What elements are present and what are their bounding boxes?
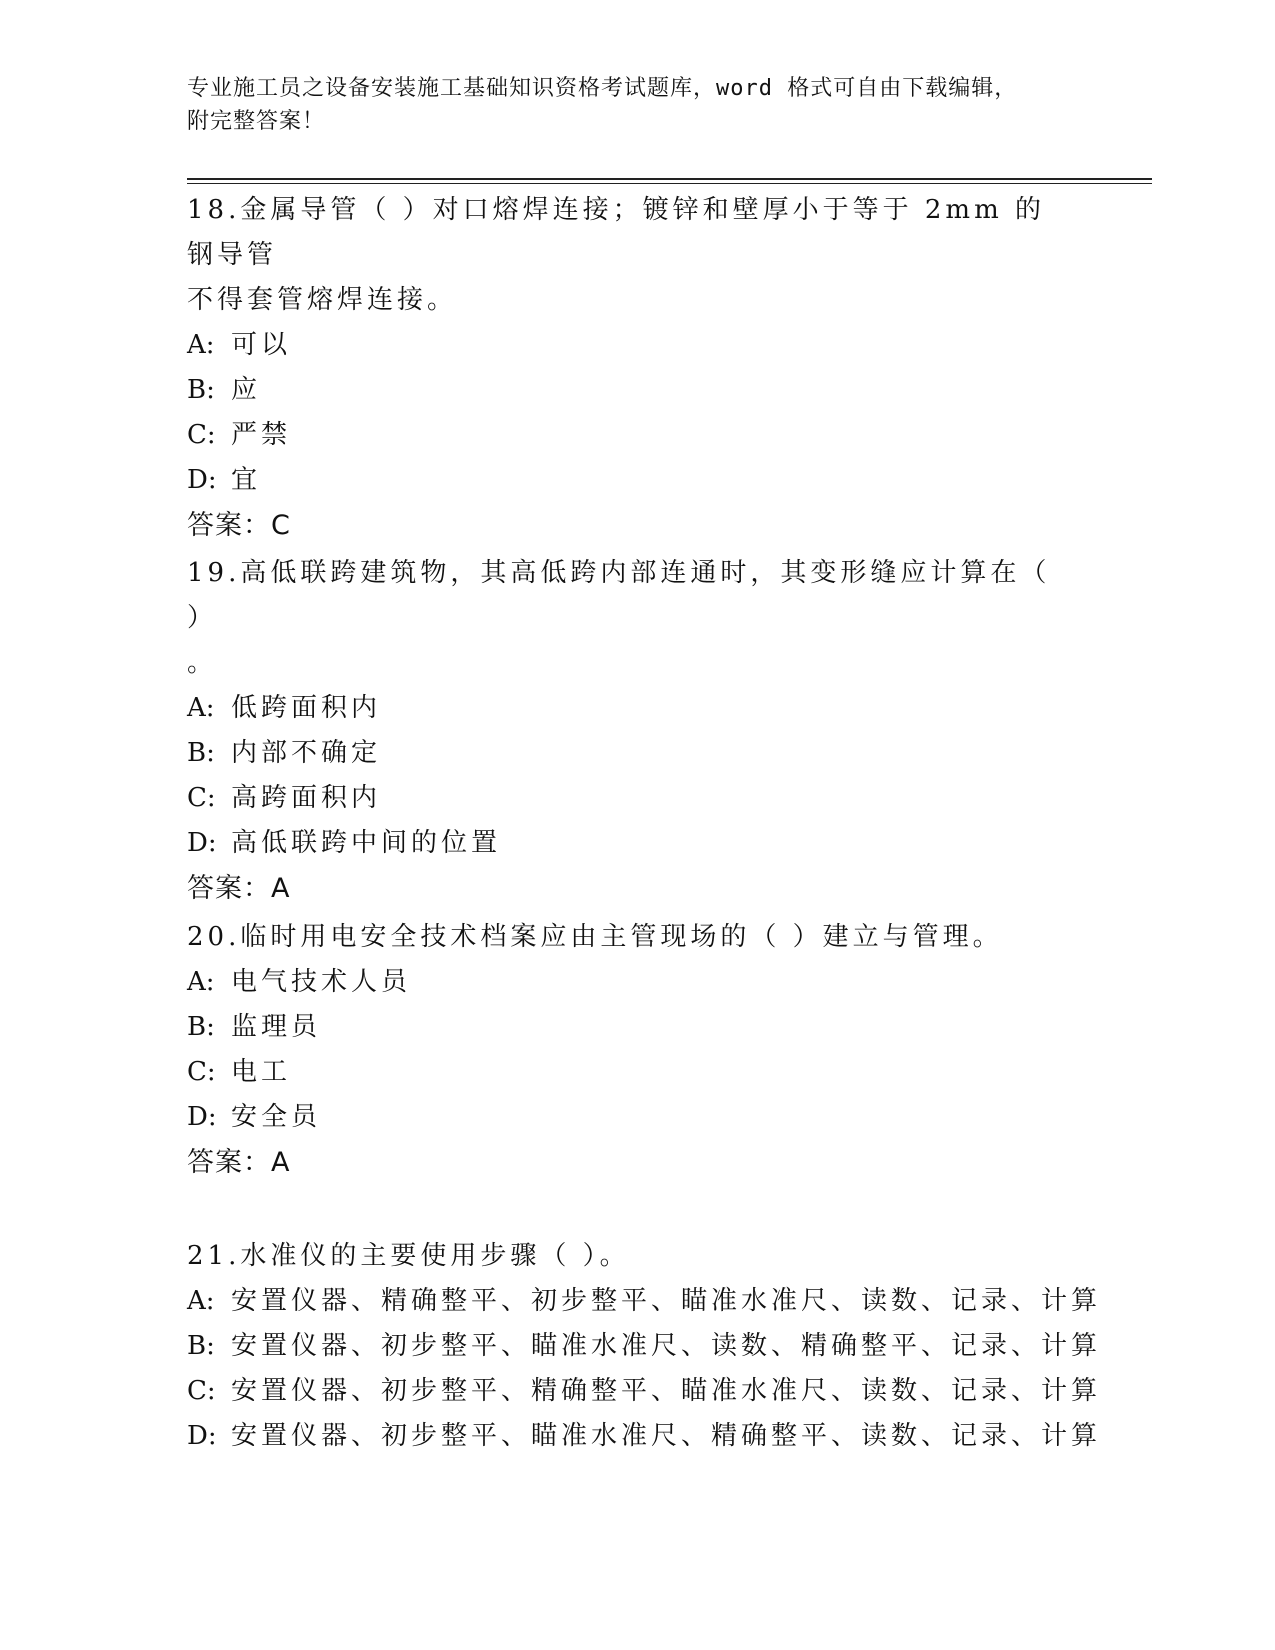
option-c	[187, 1050, 1067, 1095]
option-text: 安全员	[231, 1102, 322, 1132]
question-stem-line-1: 18.金属导管（ ）对口熔焊连接；镀锌和壁厚小于等于 2mm 的钢导管	[187, 195, 1045, 270]
option-a	[187, 1279, 1102, 1324]
answer-text: 答案：C	[187, 510, 291, 541]
header-line-1: 专业施工员之设备安装施工基础知识资格考试题库，word 格式可自由下载编辑，	[187, 76, 1018, 101]
option-d	[187, 458, 1067, 503]
option-text: 安置仪器、初步整平、瞄准水准尺、读数、精确整平、记录、计算	[231, 1331, 1102, 1361]
option-text: 宜	[231, 465, 262, 495]
option-text: 低跨面积内	[231, 693, 382, 723]
option-label: D:	[187, 828, 217, 858]
question-18	[187, 188, 1067, 548]
option-text: 安置仪器、初步整平、瞄准水准尺、精确整平、读数、记录、计算	[231, 1421, 1102, 1451]
option-d	[187, 1095, 1067, 1140]
question-stem	[187, 551, 1067, 686]
option-label: C:	[187, 1376, 216, 1406]
option-text: 安置仪器、精确整平、初步整平、瞄准水准尺、读数、记录、计算	[231, 1286, 1102, 1316]
option-d	[187, 1414, 1102, 1459]
option-a	[187, 323, 1067, 368]
question-stem-line-1: 21.水准仪的主要使用步骤（ ）。	[187, 1241, 630, 1271]
question-stem	[187, 1234, 1067, 1279]
option-label: C:	[187, 420, 216, 450]
option-b	[187, 1324, 1102, 1369]
header-line-2: 附完整答案！	[187, 109, 326, 134]
option-label: B:	[187, 738, 215, 768]
option-text: 可以	[231, 330, 292, 360]
option-label: A:	[187, 967, 215, 997]
answer-text: 答案：A	[187, 1147, 291, 1178]
question-stem-line-1: 19.高低联跨建筑物，其高低跨内部连通时，其变形缝应计算在（ ）	[187, 558, 1051, 633]
option-text: 电工	[231, 1057, 292, 1087]
option-label: B:	[187, 375, 215, 405]
option-label: A:	[187, 693, 215, 723]
option-label: D:	[187, 465, 217, 495]
option-text: 内部不确定	[231, 738, 382, 768]
option-d	[187, 821, 1067, 866]
option-label: C:	[187, 1057, 216, 1087]
option-b	[187, 1005, 1067, 1050]
question-stem	[187, 915, 1067, 960]
option-a	[187, 960, 1067, 1005]
option-label: D:	[187, 1421, 217, 1451]
option-text: 电气技术人员	[231, 967, 412, 997]
answer-text: 答案：A	[187, 873, 291, 904]
option-text: 高跨面积内	[231, 783, 382, 813]
header-rule-thin	[187, 183, 1152, 184]
option-label: C:	[187, 783, 216, 813]
question-19	[187, 551, 1067, 911]
question-stem	[187, 188, 1067, 323]
option-a	[187, 686, 1067, 731]
question-20	[187, 915, 1067, 1185]
option-text: 严禁	[231, 420, 292, 450]
option-text: 应	[231, 375, 262, 405]
option-label: A:	[187, 330, 215, 360]
option-label: B:	[187, 1012, 215, 1042]
header-rule-thick	[187, 178, 1152, 180]
option-text: 安置仪器、初步整平、精确整平、瞄准水准尺、读数、记录、计算	[231, 1376, 1102, 1406]
question-21	[187, 1234, 1102, 1459]
document-header	[187, 72, 1067, 138]
option-label: B:	[187, 1331, 215, 1361]
option-text: 监理员	[231, 1012, 322, 1042]
option-b	[187, 368, 1067, 413]
option-text: 高低联跨中间的位置	[231, 828, 502, 858]
option-c	[187, 413, 1067, 458]
question-stem-line-2: 。	[187, 648, 218, 678]
option-label: D:	[187, 1102, 217, 1132]
option-c	[187, 1369, 1102, 1414]
option-c	[187, 776, 1067, 821]
option-label: A:	[187, 1286, 215, 1316]
question-stem-line-1: 20.临时用电安全技术档案应由主管现场的（ ）建立与管理。	[187, 922, 1003, 952]
question-stem-line-2: 不得套管熔焊连接。	[187, 285, 458, 315]
option-b	[187, 731, 1067, 776]
